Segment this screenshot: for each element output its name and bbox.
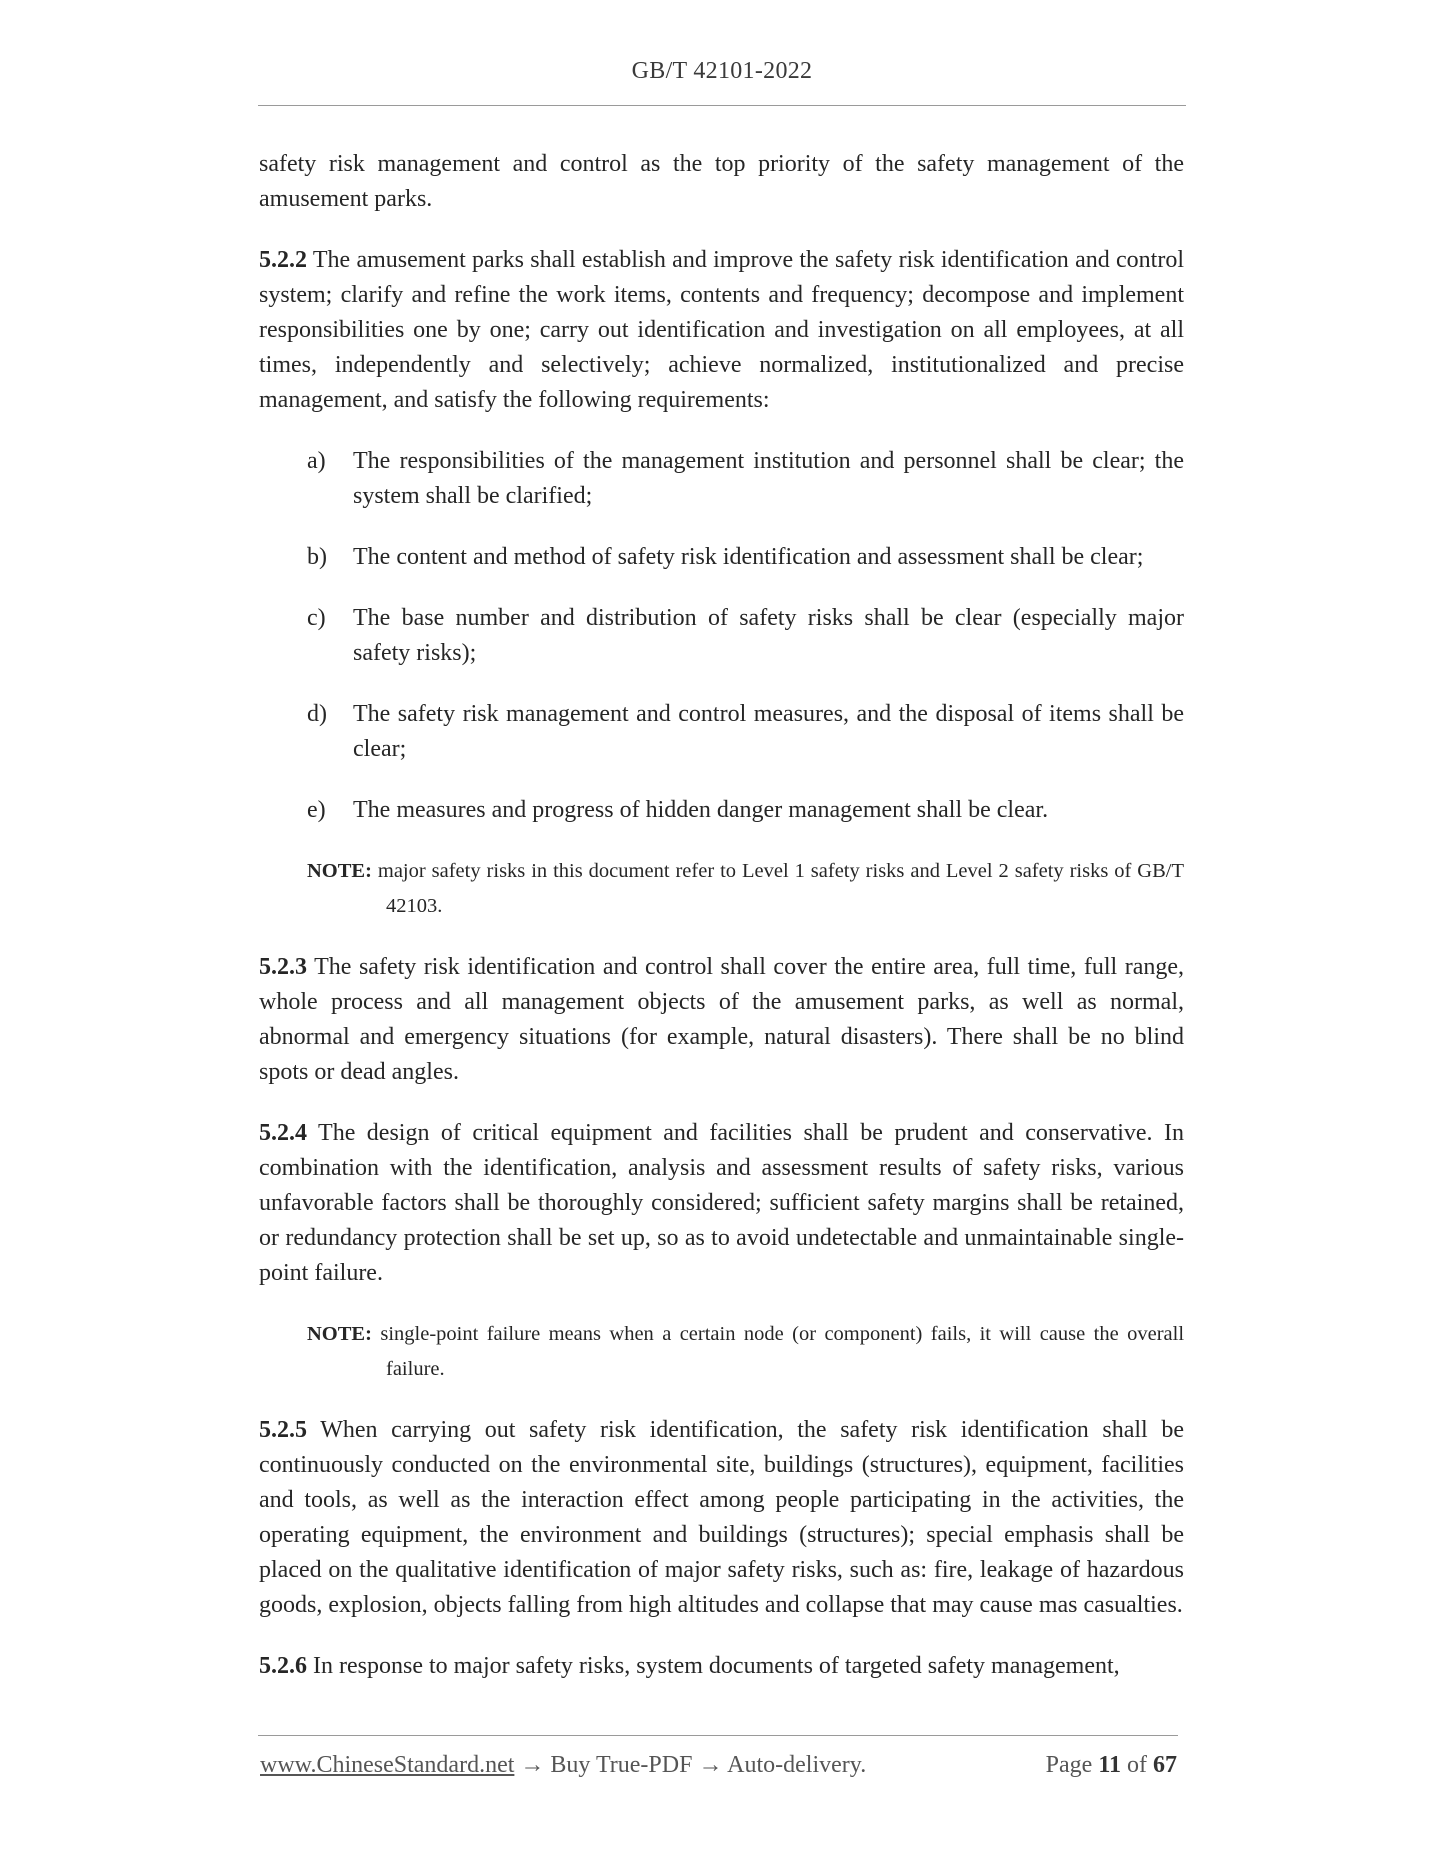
- clause-text: The safety risk identification and control shall cover the entire area, full time, full range, whole process and all management objects of the amusement parks, as well as normal, abnormal and emergency situations (for example, natural disasters). There shall be no blind spots or dead angles.: [259, 954, 1184, 1085]
- clause-text: When carrying out safety risk identification, the safety risk identification shall be continuously conducted on the environmental site, buildings (structures), equipment, facilities and tools, as well as the interaction effect among people participating in the activities, the operating equipment, the environment and buildings (structures); special emphasis shall be placed on the qualitative identification of major safety risks, such as: fire, leakage of hazardous goods, explosion, objects falling from high altitudes and collapse that may cause mas casualties.: [259, 1417, 1184, 1618]
- footer-divider: [258, 1735, 1178, 1736]
- clause-5-2-2: [259, 243, 1184, 418]
- header-divider: [258, 105, 1186, 106]
- clause-text: In response to major safety risks, system documents of targeted safety management,: [313, 1653, 1120, 1679]
- list-item: [307, 697, 1184, 767]
- list-item-text: The base number and distribution of safety risks shall be clear (especially major safety risks);: [353, 605, 1184, 666]
- list-item-label: b): [307, 544, 327, 570]
- list-item-label: e): [307, 797, 326, 823]
- document-header: GB/T 42101-2022: [631, 58, 813, 84]
- note-single-point-failure: [307, 1317, 1184, 1387]
- footer-promo: [260, 1752, 866, 1779]
- list-item: [307, 540, 1184, 575]
- website-link[interactable]: www.ChineseStandard.net: [260, 1752, 515, 1778]
- document-body: [259, 147, 1184, 1710]
- list-item-text: The safety risk management and control measures, and the disposal of items shall be clear;: [353, 701, 1184, 762]
- page-total: 67: [1153, 1752, 1177, 1778]
- note-label: NOTE:: [307, 1323, 372, 1345]
- clause-number: 5.2.2: [259, 247, 307, 273]
- clause-number: 5.2.5: [259, 1417, 307, 1443]
- note-text: major safety risks in this document refer to Level 1 safety risks and Level 2 safety risks of GB/T 42103.: [377, 860, 1185, 917]
- list-item-text: The responsibilities of the management institution and personnel shall be clear; the system shall be clarified;: [353, 448, 1184, 509]
- list-item-label: d): [307, 701, 327, 727]
- list-item: [307, 601, 1184, 671]
- note-label: NOTE:: [307, 860, 372, 882]
- note-major-safety-risks: [307, 854, 1184, 924]
- list-item: [307, 444, 1184, 514]
- footer-delivery-text: Auto-delivery.: [727, 1752, 867, 1778]
- clause-5-2-4: [259, 1116, 1184, 1291]
- list-item-label: a): [307, 448, 326, 474]
- clause-number: 5.2.6: [259, 1653, 307, 1679]
- footer-buy-text: Buy True-PDF: [550, 1752, 693, 1778]
- clause-5-2-6: [259, 1649, 1184, 1684]
- note-text: single-point failure means when a certain node (or component) fails, it will cause the overall failure.: [380, 1323, 1185, 1380]
- clause-text: The design of critical equipment and facilities shall be prudent and conservative. In combination with the identification, analysis and assessment results of safety risks, various unfavorable factors shall be thoroughly considered; sufficient safety margins shall be retained, or redundancy protection shall be set up, so as to avoid undetectable and unmaintainable single-point failure.: [259, 1120, 1184, 1286]
- list-item-text: The content and method of safety risk identification and assessment shall be clear;: [353, 544, 1144, 570]
- clause-text: The amusement parks shall establish and improve the safety risk identification and control system; clarify and refine the work items, contents and frequency; decompose and implement responsibilities one by one; carry out identification and investigation on all employees, at all times, independently and selectively; achieve normalized, institutionalized and precise management, and satisfy the following requirements:: [259, 247, 1184, 413]
- clause-5-2-5: [259, 1413, 1184, 1623]
- list-item-label: c): [307, 605, 326, 631]
- clause-number: 5.2.3: [259, 954, 307, 980]
- of-word: of: [1127, 1752, 1147, 1778]
- page-word: Page: [1045, 1752, 1093, 1778]
- arrow-right-icon: →: [698, 1752, 723, 1778]
- list-item: [307, 793, 1184, 828]
- clause-number: 5.2.4: [259, 1120, 307, 1146]
- paragraph-continuation: safety risk management and control as the top priority of the safety management of the amusement parks.: [259, 151, 1184, 212]
- page-indicator: [1046, 1752, 1177, 1779]
- arrow-right-icon: →: [520, 1752, 545, 1778]
- clause-5-2-3: [259, 950, 1184, 1090]
- page-number: 11: [1098, 1752, 1121, 1778]
- list-item-text: The measures and progress of hidden danger management shall be clear.: [353, 797, 1049, 823]
